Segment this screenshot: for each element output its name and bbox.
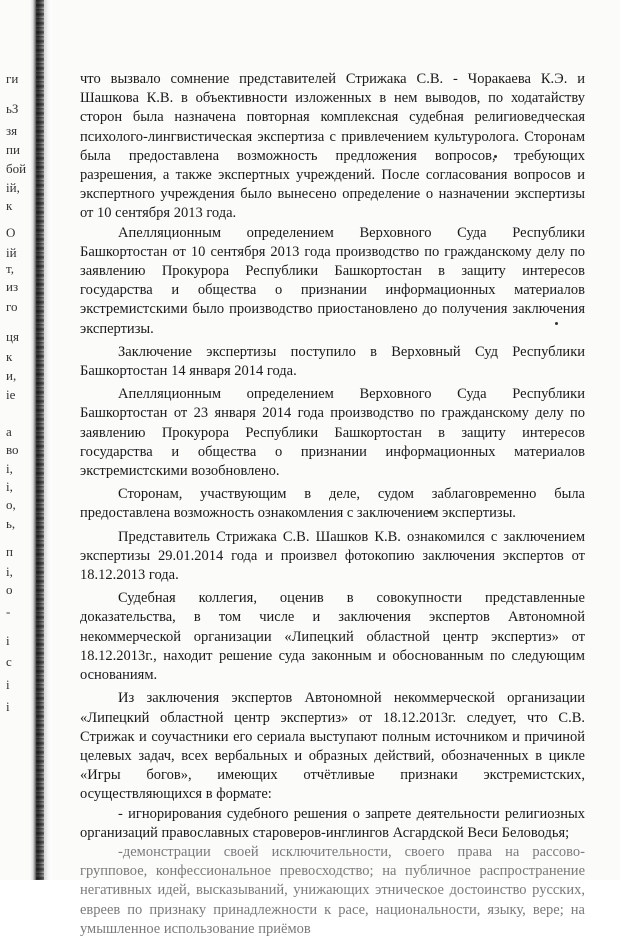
margin-fragment: ій, [6,180,20,195]
paragraph: Представитель Стрижака С.В. Шашков К.В. ознакомился с заключением экспертизы 29.01.2014 года и произвел фотокопию заключения экспертов от 18.12.2013 года. [80,528,585,584]
margin-fragment: О [6,225,16,240]
margin-fragment: і, [6,461,13,476]
list-item: - игнорирования судебного решения о запрете деятельности религиозных организаций православных староверов-инглингов Асгардской Веси Беловодья; [80,805,585,841]
paragraph: Из заключения экспертов Автономной некоммерческой организации «Липецкий областной центр экспертиз» от 18.12.2013г. следует, что С.В. Стрижак и соучастники его сериала выступают полным источником и причиной целевых задач, всех вербальных и образных действий, обозначенных в цикле «Игры богов», имеющих отчётливые признаки экстремистских, осуществляющихся в формате: [80,690,585,803]
margin-fragment: зя [6,123,18,138]
margin-fragment: ьЗ [6,101,19,116]
margin-fragment: из [6,279,19,294]
margin-fragment: к [6,198,13,213]
margin-fragment: пи [6,142,20,157]
binding-noise [36,0,44,880]
margin-fragment: т, [6,261,14,276]
margin-fragment: и, [6,368,17,383]
paragraph: Апелляционным определением Верховного Суда Республики Башкортостан от 23 января 2014 года производство по гражданскому делу по заявлению Прокурора Республики Башкортостан в защиту интересов государства и общества о признании информационных материалов экстремистскими возобновлено. [80,386,585,480]
margin-fragment: - [6,604,11,619]
paragraph: Сторонам, участвующим в деле, судом заблаговременно была предоставлена возможность ознакомления с заключением экспертизы. [80,486,585,522]
margin-fragment: п [6,544,13,559]
left-margin-fragments [0,0,28,880]
margin-fragment: о, [6,497,16,512]
paragraph: Судебная коллегия, оценив в совокупности представленные доказательства, в том числе и заключения экспертов Автономной некоммерческой организации «Липецкий областной центр экспертиз» от 18.12.2013г., находит решение суда законным и обоснованным по следующим основаниям. [80,590,585,684]
margin-fragment: і [6,699,10,714]
margin-fragment: і [6,633,10,648]
margin-fragment: во [6,442,19,457]
margin-fragment: ій [6,245,17,260]
list-item: -демонстрации своей исключительности, своего права на рассово-групповое, конфессиональное превосходство; на публичное распространение негативных идей, высказываний, унижающих этническое достоинство русских, евреев по признаку принадлежности к расе, национальности, языку, вере; на умышленное использование приёмов [80,843,585,937]
margin-fragment: іе [6,387,16,402]
margin-fragment: а [6,424,12,439]
margin-fragment: о [6,582,13,597]
paragraph: что вызвало сомнение представителей Стрижака С.В. - Чоракаева К.Э. и Шашкова К.В. в объективности изложенных в нем выводов, по ходатайству сторон была назначена повторная комплексная судебная религиоведческая психолого-лингвистическая экспертиза с привлечением культуролога. Сторонам была предоставлена возможность предложения вопросов, требующих разрешения, а также экспертных учреждений. После согласования вопросов и экспертного учреждения было вынесено определение о назначении экспертизы от 10 сентября 2013 года. [80,71,585,222]
paragraph: Заключение экспертизы поступило в Верховный Суд Республики Башкортостан 14 января 2014 года. [80,343,585,380]
margin-fragment: к [6,349,13,364]
document-body [80,70,585,939]
paragraph: Апелляционным определением Верховного Суда Республики Башкортостан от 10 сентября 2013 года производство по гражданскому делу по заявлению Прокурора Республики Башкортостан в защиту интересов государства и общества о признании информационных материалов экстремистскими было производство приостановлено до получения заключения экспертизы. [80,224,585,337]
margin-fragment: ги [6,71,19,86]
margin-fragment: го [6,299,18,314]
margin-fragment: ь, [6,516,16,531]
margin-fragment: і, [6,564,13,579]
margin-fragment: ця [6,329,19,344]
margin-fragment: і [6,677,10,692]
margin-fragment: бой [6,161,27,176]
margin-fragment: с [6,654,12,669]
margin-fragment: і, [6,479,13,494]
